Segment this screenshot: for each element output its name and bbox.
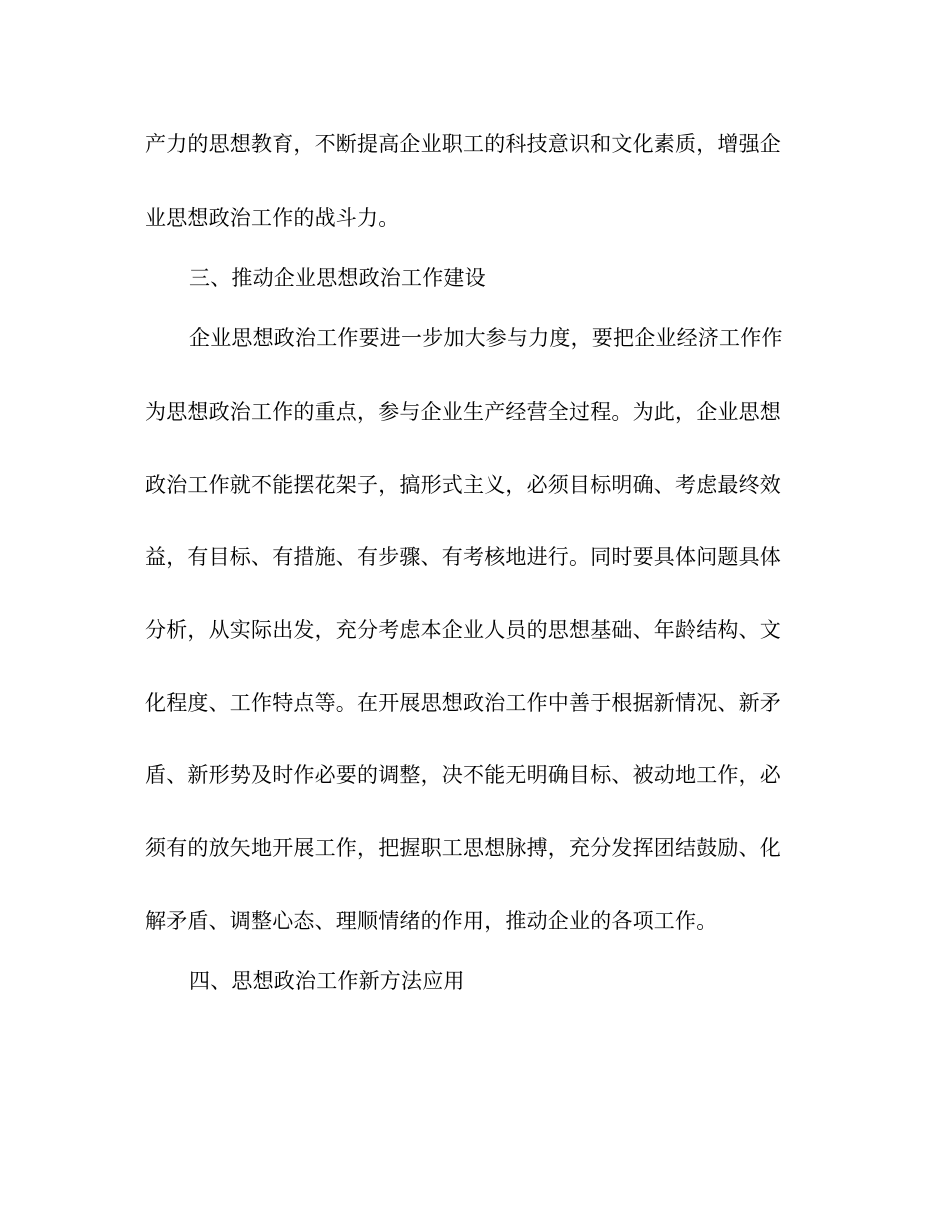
paragraph-line: 业思想政治工作的战斗力。 [145,206,400,230]
section-heading-4: 四、思想政治工作新方法应用 [189,969,465,993]
paragraph-line: 解矛盾、调整心态、理顺情绪的作用，推动企业的各项工作。 [145,909,718,933]
section-heading-3: 三、推动企业思想政治工作建设 [189,266,486,290]
paragraph-line: 产力的思想教育，不断提高企业职工的科技意识和文化素质，增强企 [145,132,781,156]
paragraph-line: 盾、新形势及时作必要的调整，决不能无明确目标、被动地工作，必 [145,763,781,787]
paragraph-line: 须有的放矢地开展工作，把握职工思想脉搏，充分发挥团结鼓励、化 [145,836,781,860]
paragraph-line: 政治工作就不能摆花架子，搞形式主义，必须目标明确、考虑最终效 [145,473,781,497]
paragraph-line: 益，有目标、有措施、有步骤、有考核地进行。同时要具体问题具体 [145,545,781,569]
paragraph-line: 分析，从实际出发，充分考虑本企业人员的思想基础、年龄结构、文 [145,618,781,642]
paragraph-line: 企业思想政治工作要进一步加大参与力度，要把企业经济工作作 [189,326,783,350]
paragraph-line: 为思想政治工作的重点，参与企业生产经营全过程。为此，企业思想 [145,400,781,424]
paragraph-line: 化程度、工作特点等。在开展思想政治工作中善于根据新情况、新矛 [145,691,781,715]
